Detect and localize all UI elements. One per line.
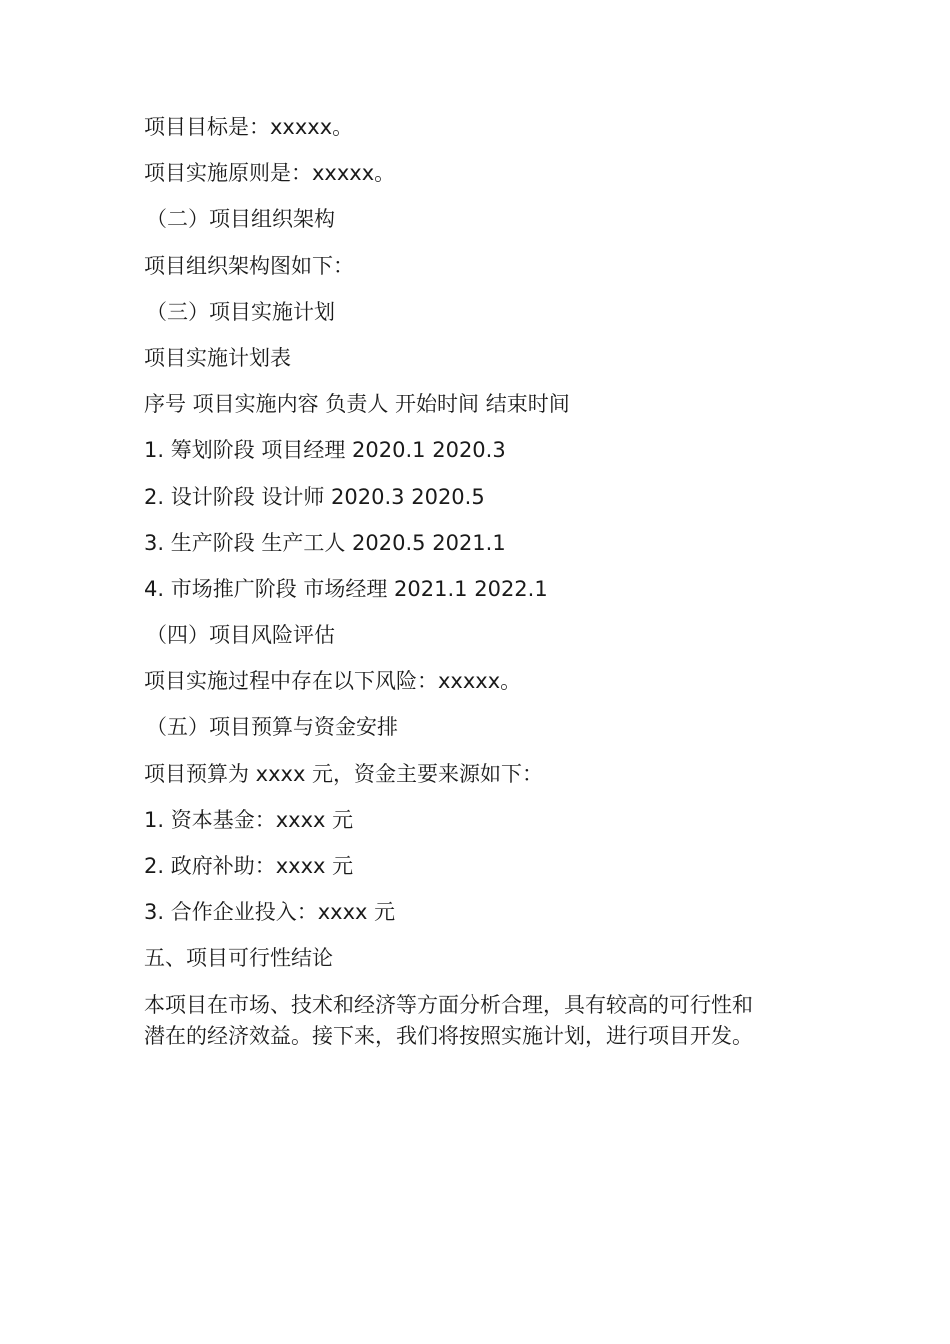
conclusion-line-1: 本项目在市场、技术和经济等方面分析合理，具有较高的可行性和	[144, 992, 753, 1017]
document-page	[144, 112, 804, 1052]
section-heading-conclusion: 五、项目可行性结论	[144, 946, 333, 971]
plan-table-title: 项目实施计划表	[144, 345, 291, 370]
funding-source-item: 1. 资本基金：xxxx 元	[144, 807, 354, 832]
funding-source-item: 3. 合作企业投入：xxxx 元	[144, 900, 396, 925]
plan-table-row: 4. 市场推广阶段 市场经理 2021.1 2022.1	[144, 576, 548, 601]
plan-table-row: 1. 筹划阶段 项目经理 2020.1 2020.3	[144, 438, 506, 463]
plan-table-row: 3. 生产阶段 生产工人 2020.5 2021.1	[144, 530, 506, 555]
project-goal-text: 项目目标是：xxxxx。	[144, 115, 354, 139]
plan-table-header: 序号 项目实施内容 负责人 开始时间 结束时间	[144, 392, 570, 417]
section-heading-budget: （五）项目预算与资金安排	[146, 715, 398, 740]
conclusion-paragraph	[144, 990, 804, 1052]
plan-table-row: 2. 设计阶段 设计师 2020.3 2020.5	[144, 484, 485, 509]
funding-source-item: 2. 政府补助：xxxx 元	[144, 854, 354, 878]
risk-text: 项目实施过程中存在以下风险：xxxxx。	[144, 669, 522, 694]
conclusion-line-2: 潜在的经济效益。接下来，我们将按照实施计划，进行项目开发。	[144, 1023, 753, 1048]
org-chart-intro-text: 项目组织架构图如下：	[144, 253, 354, 278]
section-heading-plan: （三）项目实施计划	[146, 299, 335, 324]
budget-intro-text: 项目预算为 xxxx 元，资金主要来源如下：	[144, 761, 544, 786]
implementation-principle-text: 项目实施原则是：xxxxx。	[144, 161, 396, 186]
section-heading-risk: （四）项目风险评估	[146, 623, 335, 648]
section-heading-organization: （二）项目组织架构	[146, 207, 335, 232]
